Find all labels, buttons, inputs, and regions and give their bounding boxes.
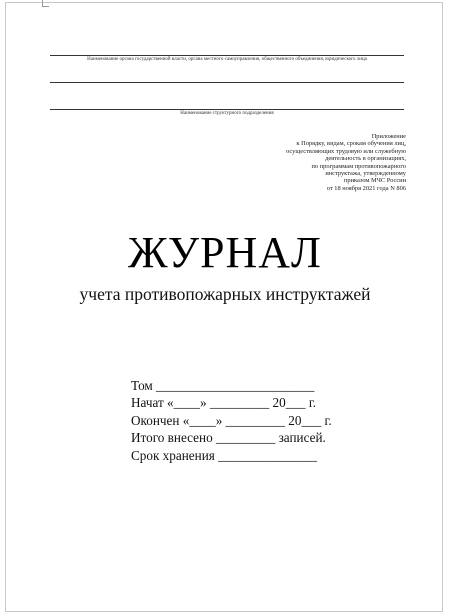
appendix-line: осуществляющих трудовую или служебную xyxy=(286,147,406,155)
appendix-note xyxy=(206,133,406,192)
division-name-line xyxy=(50,109,404,110)
appendix-line: инструктажа, утвержденному xyxy=(325,170,406,178)
page-corner-marker xyxy=(42,0,49,7)
journal-title: ЖУРНАЛ xyxy=(128,228,322,277)
total-entries-field: Итого внесено _________ записей. xyxy=(131,430,326,446)
journal-fields xyxy=(131,377,332,464)
org-name-line-2 xyxy=(50,82,404,83)
appendix-line: деятельность в организациях, xyxy=(325,155,406,163)
appendix-line: приказом МЧС России xyxy=(343,177,406,185)
appendix-line: по программам противопожарного xyxy=(311,162,406,170)
appendix-line: Приложение xyxy=(371,133,406,140)
appendix-line: от 18 ноября 2021 года N 806 xyxy=(326,184,406,192)
end-date-field: Окончен «____» _________ 20___ г. xyxy=(131,412,332,428)
org-name-caption: Наименование органа государственной власти, органа местного самоуправления, общественного объединения, юридического лица xyxy=(87,57,367,62)
org-name-line xyxy=(50,55,404,56)
journal-subtitle: учета противопожарных инструктажей xyxy=(79,284,371,304)
retention-period-field: Срок хранения _______________ xyxy=(131,447,318,463)
division-name-caption: Наименование структурного подразделения xyxy=(180,111,274,116)
start-date-field: Начат «____» _________ 20___ г. xyxy=(131,395,317,411)
document-page xyxy=(5,2,443,612)
volume-field: Том ________________________ xyxy=(131,378,315,393)
appendix-line: к Порядку, видам, срокам обучения лиц, xyxy=(296,140,406,148)
